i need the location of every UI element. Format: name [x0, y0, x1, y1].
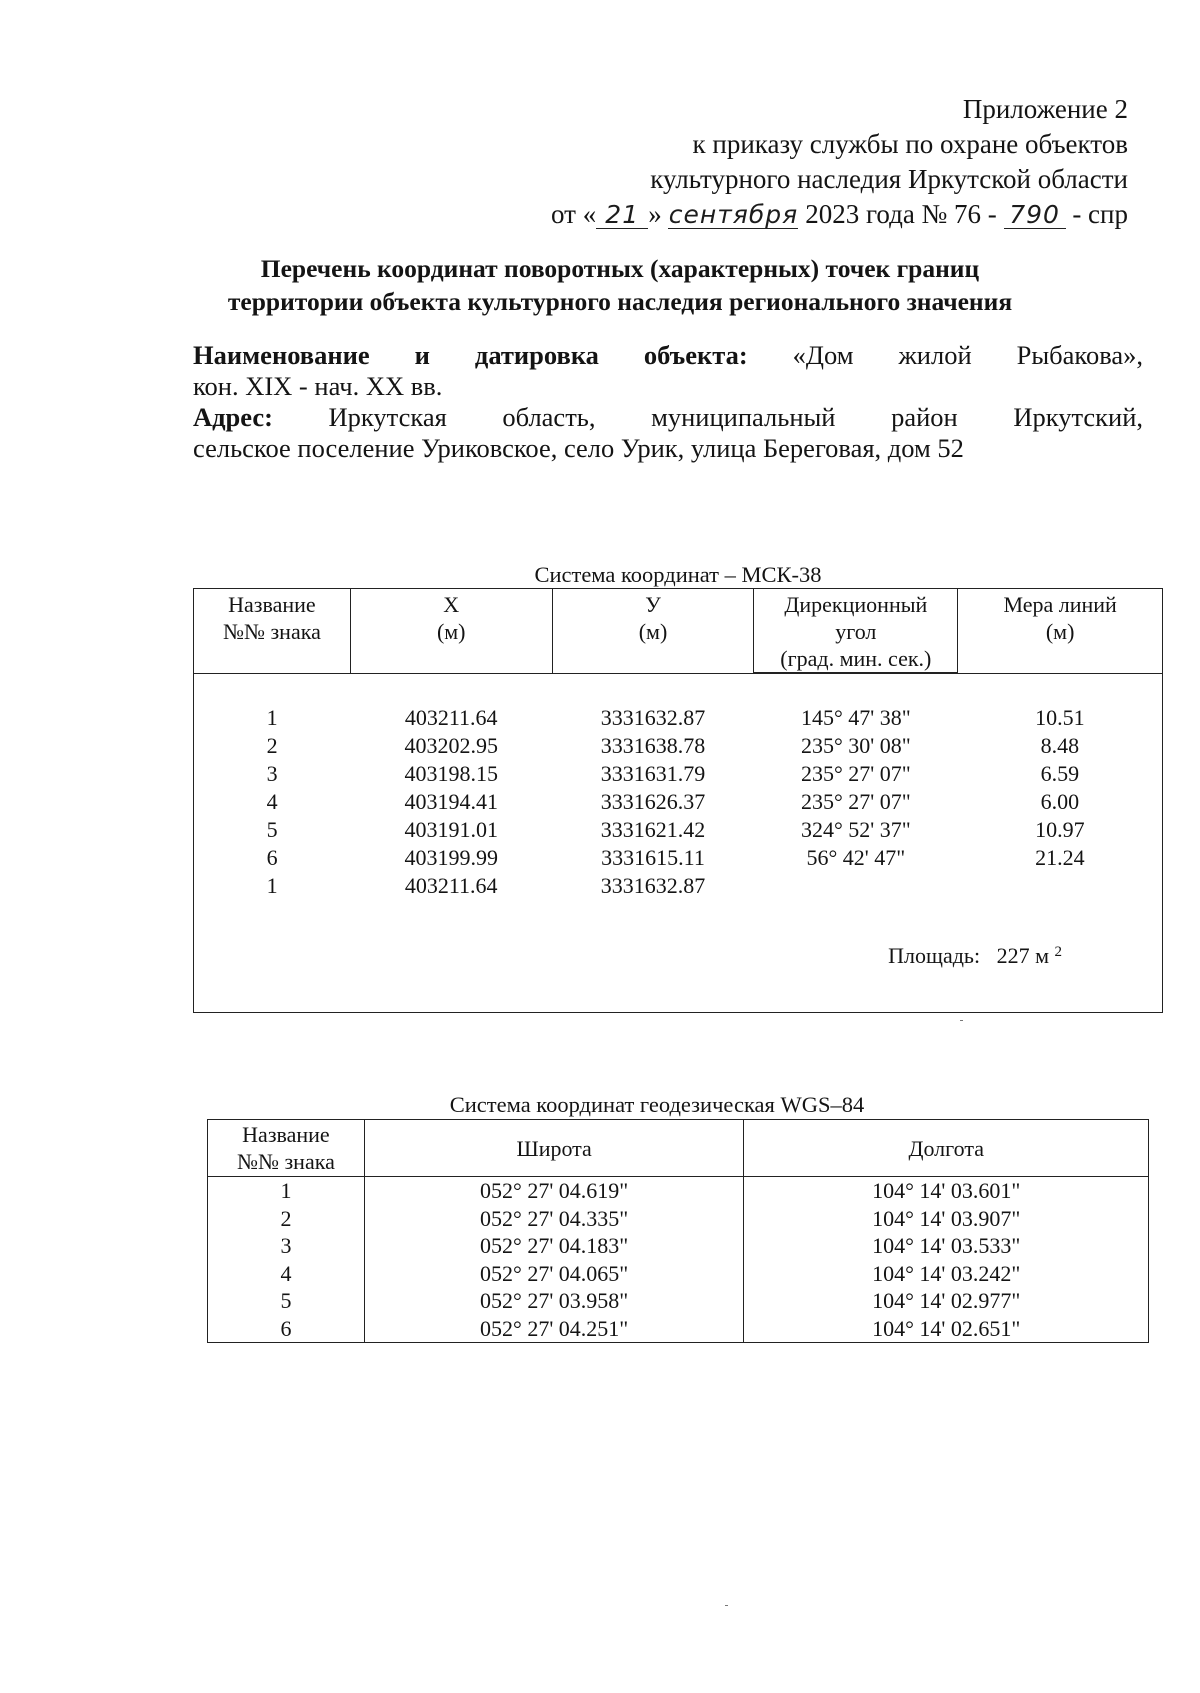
name-value-word: «Дом [792, 340, 854, 370]
msk-cell-y: 3331626.37 [600, 789, 706, 814]
msk-cell-point: 3 [266, 761, 278, 786]
date-month-handwritten: сентября [668, 200, 799, 229]
object-name-row [193, 340, 1143, 371]
appendix-line-3: культурного наследия Иркутской области [650, 164, 1128, 194]
msk-row [194, 844, 1163, 872]
msk-cell-point: 5 [266, 817, 278, 842]
msk-row [194, 732, 1163, 760]
address-word: Иркутский, [1013, 402, 1143, 432]
msk-cell-length: 21.24 [1035, 845, 1085, 870]
wgs-row [208, 1315, 1149, 1343]
msk-cell-point: 2 [266, 733, 278, 758]
msk-cell-y: 3331632.87 [600, 873, 706, 898]
msk-cell-angle [754, 872, 958, 900]
appendix-line-2: к приказу службы по охране объектов [692, 129, 1128, 159]
address-word: область, [502, 402, 596, 432]
title-line-1: Перечень координат поворотных (характерных) точек границ [260, 254, 980, 283]
msk-cell-angle: 235° 27' 07" [800, 789, 911, 814]
msk-cell-y: 3331615.11 [601, 845, 705, 870]
address-word: Иркутская [328, 402, 447, 432]
msk-header-x: Х (м) [350, 589, 552, 674]
msk-cell-length [958, 872, 1163, 900]
scan-speck [725, 1605, 728, 1606]
msk-cell-angle: 56° 42' 47" [806, 845, 906, 870]
wgs-caption: Система координат геодезическая WGS–84 [449, 1092, 865, 1117]
title-line-2: территории объекта культурного наследия регионального значения [227, 287, 1013, 316]
wgs-cell-latitude: 052° 27' 04.065" [364, 1260, 744, 1288]
area-unit-exponent: 2 [1054, 944, 1062, 960]
wgs-cell-longitude: 104° 14' 03.242" [744, 1260, 1149, 1288]
address-word: район [891, 402, 958, 432]
date-year-text: 2023 года № 76 - [805, 199, 997, 229]
wgs-cell-point: 4 [208, 1260, 365, 1288]
name-value-word: Рыбакова», [1016, 340, 1143, 370]
order-number-handwritten: 790 [1004, 201, 1066, 229]
name-label-word: датировка [474, 340, 599, 370]
msk-cell-x: 403198.15 [404, 761, 498, 786]
wgs-cell-latitude: 052° 27' 04.183" [364, 1232, 744, 1260]
wgs-row [208, 1205, 1149, 1233]
msk-header-length: Мера линий (м) [958, 589, 1163, 674]
msk-cell-length: 10.51 [1035, 705, 1085, 730]
name-label-word: и [414, 340, 430, 370]
wgs-cell-latitude: 052° 27' 04.619" [364, 1177, 744, 1205]
msk-header-angle: Дирекционный угол (град. мин. сек.) [754, 589, 958, 674]
msk-cell-angle: 145° 47' 38" [800, 705, 911, 730]
msk-cell-x: 403211.64 [404, 705, 498, 730]
msk-cell-point: 1 [266, 705, 278, 730]
wgs-header-longitude: Долгота [744, 1120, 1149, 1177]
msk-cell-length: 10.97 [1035, 817, 1085, 842]
msk-cell-x: 403202.95 [404, 733, 498, 758]
wgs-row [208, 1232, 1149, 1260]
date-mid: » [648, 199, 662, 229]
wgs-cell-latitude: 052° 27' 03.958" [364, 1287, 744, 1315]
wgs-row [208, 1260, 1149, 1288]
msk-row [194, 788, 1163, 816]
msk-row [194, 704, 1163, 732]
msk-caption: Система координат – МСК-38 [534, 562, 822, 587]
msk-row [194, 816, 1163, 844]
msk-cell-x: 403191.01 [404, 817, 498, 842]
wgs-row [208, 1287, 1149, 1315]
document-title [120, 252, 1120, 318]
msk-cell-x: 403194.41 [404, 789, 498, 814]
appendix-line-1: Приложение 2 [962, 94, 1128, 124]
name-value-word: жилой [898, 340, 972, 370]
address-word: муниципальный [651, 402, 836, 432]
appendix-block [408, 92, 1128, 232]
msk-coordinates-table [193, 588, 1163, 1013]
appendix-date-line [408, 197, 1128, 232]
msk-area-row [194, 942, 1163, 1013]
wgs-cell-longitude: 104° 14' 03.601" [744, 1177, 1149, 1205]
msk-header-y: У (м) [552, 589, 754, 674]
object-dating: кон. XIX - нач. XX вв. [193, 371, 443, 401]
msk-cell-length: 8.48 [1040, 733, 1080, 758]
msk-row [194, 872, 1163, 900]
wgs-cell-point: 3 [208, 1232, 365, 1260]
area-value: 227 м [996, 943, 1049, 968]
msk-cell-y: 3331638.78 [600, 733, 706, 758]
msk-row [194, 760, 1163, 788]
msk-cell-x: 403211.64 [404, 873, 498, 898]
msk-cell-point: 1 [266, 873, 278, 898]
msk-cell-length: 6.00 [1040, 789, 1080, 814]
msk-cell-angle: 235° 30' 08" [800, 733, 911, 758]
name-label-word: объекта: [643, 340, 748, 370]
wgs-cell-longitude: 104° 14' 03.907" [744, 1205, 1149, 1233]
msk-cell-angle: 235° 27' 07" [800, 761, 911, 786]
date-day-handwritten: 21 [596, 201, 648, 229]
wgs-cell-point: 2 [208, 1205, 365, 1233]
wgs-row [208, 1177, 1149, 1205]
msk-header-point: Название №№ знака [194, 589, 351, 674]
object-info [193, 340, 1143, 464]
msk-cell-angle: 324° 52' 37" [800, 817, 911, 842]
date-prefix: от « [551, 199, 597, 229]
wgs-cell-longitude: 104° 14' 02.977" [744, 1287, 1149, 1315]
wgs-cell-latitude: 052° 27' 04.335" [364, 1205, 744, 1233]
wgs-coordinates-table [207, 1119, 1149, 1343]
msk-cell-point: 4 [266, 789, 278, 814]
wgs-cell-longitude: 104° 14' 02.651" [744, 1315, 1149, 1343]
msk-cell-point: 6 [266, 845, 278, 870]
msk-cell-y: 3331621.42 [600, 817, 706, 842]
msk-cell-x: 403199.99 [404, 845, 498, 870]
name-label-word: Наименование [193, 340, 370, 370]
scan-speck [960, 1020, 963, 1021]
address-row [193, 402, 1143, 433]
msk-cell-y: 3331631.79 [600, 761, 706, 786]
address-label: Адрес: [193, 402, 273, 432]
area-text [194, 942, 1162, 970]
msk-cell-y: 3331632.87 [600, 705, 706, 730]
wgs-cell-point: 5 [208, 1287, 365, 1315]
area-label: Площадь: [888, 943, 981, 968]
wgs-cell-point: 6 [208, 1315, 365, 1343]
msk-cell-length: 6.59 [1040, 761, 1080, 786]
wgs-header-row [208, 1120, 1149, 1177]
order-suffix: - спр [1072, 199, 1128, 229]
wgs-header-point: Название №№ знака [208, 1120, 365, 1177]
wgs-cell-point: 1 [208, 1177, 365, 1205]
msk-header-row [194, 589, 1163, 674]
wgs-cell-longitude: 104° 14' 03.533" [744, 1232, 1149, 1260]
wgs-header-latitude: Широта [364, 1120, 744, 1177]
wgs-cell-latitude: 052° 27' 04.251" [364, 1315, 744, 1343]
address-line-2: сельское поселение Уриковское, село Урик, улица Береговая, дом 52 [193, 433, 964, 463]
